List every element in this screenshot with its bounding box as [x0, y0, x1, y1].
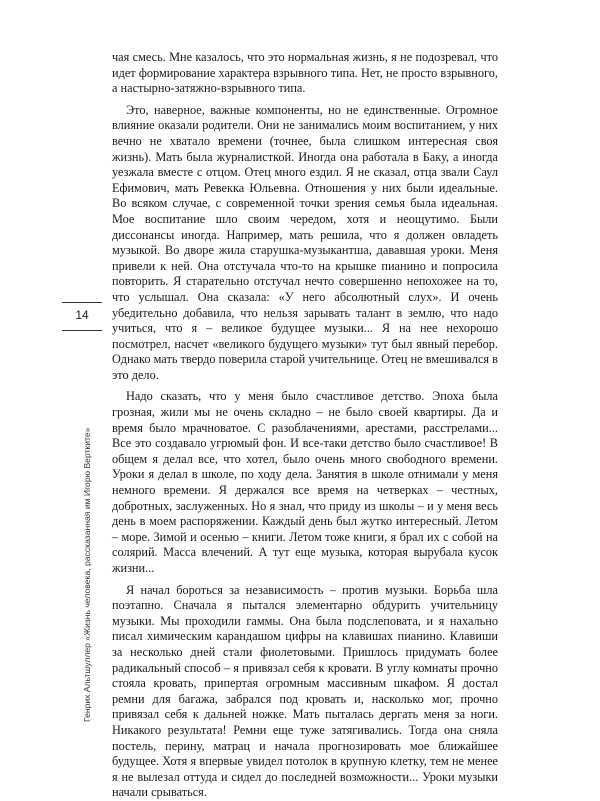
paragraph: Это, наверное, важные компоненты, но не единственные. Огромное влияние оказали родители. Они не занимались моим воспитанием, у них вечно не хватало времени (точнее, была слишком интересная своя жизнь). Мать была журналисткой. Иногда она работала в Баку, а иногда уезжала вместе с отцом. Отец много ездил. Я не сказал, отца звали Саул Ефимович, мать Ревекка Юльевна. Отношения у них были идеальные. Во всяком случае, с современной точки зрения семья была идеальная. Мое воспитание шло своим чередом, хотя и неощутимо. Были диссонансы иногда. Например, мать решила, что я должен овладеть музыкой. Во дворе жила старушка-музыкантша, дававшая уроки. Меня привели к ней. Она отстучала что-то на крышке пианино и попросила повторить. Я старательно отстучал нечто совершенно непохожее на то, что услышал. Она сказала: «У него абсолютный слух». И очень убедительно добавила, что нельзя зарывать талант в землю, что надо учиться, что я – великое будущее музыки... Я на нее нехорошо посмотрел, насчет «великого будущего музыки» тут был явный перебор. Однако мать твердо поверила старой учительнице. Отец не вмешивался в это дело. [112, 102, 498, 382]
paragraph: Я начал бороться за независимость – против музыки. Борьба шла поэтапно. Сначала я пытался элементарно обдурить учительницу музыки. Мы проходили гаммы. Она была подслеповата, и я нахально писал химическим карандашом цифры на клавишах пианино. Клавиши за несколько дней стали фиолетовыми. Пришлось придумать более радикальный способ – я привязал себя к кровати. В углу комнаты прочно стояла кровать, припертая огромным массивным шкафом. Я достал ремни для багажа, забрался под кровать и, насколько мог, прочно привязал себя к дальней ножке. Мать пыталась дергать меня за ноги. Никакого результата! Ремни еще туже затягивались. Тогда она сняла постель, перину, матрац и начала прогнозировать мое ближайшее будущее. Хотя я впервые увидел потолок в крупную клетку, тем не менее я не вылезал оттуда и сидел до последней возможности... Уроки музыки начали срываться. [112, 582, 498, 800]
body-text [112, 50, 498, 801]
paragraph: чая смесь. Мне казалось, что это нормальная жизнь, я не подозревал, что идет формирование характера взрывного типа. Нет, не просто взрывного, а настырно-затяжно-взрывного типа. [112, 50, 498, 96]
page-number: 14 [75, 308, 89, 322]
running-title: Генрих Альтшуллер «Жизнь человека, рассказанная им Игорю Вертките» [82, 427, 92, 722]
paragraph: Надо сказать, что у меня было счастливое детство. Эпоха была грозная, жили мы не очень складно – не было своей квартиры. Да и время было мрачноватое. С разоблачениями, арестами, расстрелами... Все это создавало угрюмый фон. И все-таки детство было счастливое! В общем я делал все, что хотел, было очень много свободного времени. Уроки я делал в школе, по ходу дела. Занятия в школе отнимали у меня немного времени. Я держался все время на четверках – честных, добротных, заслуженных. Но я знал, что приду из школы – и у меня весь день в моем распоряжении. Каждый день был жутко интересный. Летом – море. Зимой и осенью – книги. Летом тоже книги, я брал их с собой на солярий. Масса влечений. А тут еще музыка, которая вырубала кусок жизни... [112, 389, 498, 575]
